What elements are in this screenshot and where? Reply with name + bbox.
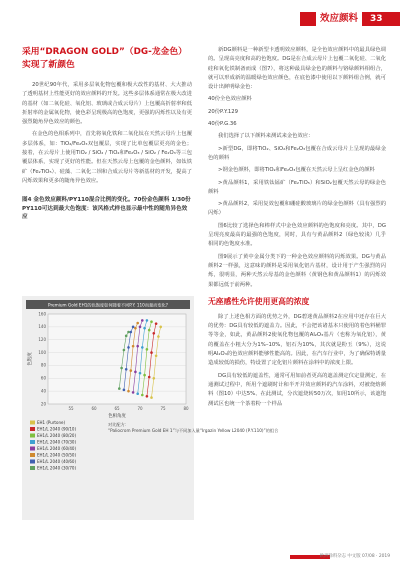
data-point xyxy=(143,327,146,330)
data-point xyxy=(146,319,149,322)
data-point xyxy=(143,374,146,377)
data-point xyxy=(150,320,153,323)
data-point xyxy=(130,331,133,334)
right-paragraph-1: 新DG颜料是一种新型卡透明效应颜料，是全色效应颜料中的最具绿色调的。呈现高亮度和高的色饱度。DG是在合成云母片上包覆二氧化硅、二氧化硅和氧化铁制备而成（图7），将这种最具绿金色的颜料与铬绿颜料相组合，就可以形成新的温暖绿色效应颜色，在底色漆中使用以下颜料组合例，就可设计出鲜明绿金色： xyxy=(208,47,386,91)
data-point xyxy=(153,377,156,380)
y-tick-label: 40 xyxy=(40,388,46,394)
legend-swatch xyxy=(30,434,35,438)
legend-swatch xyxy=(30,447,35,451)
data-point xyxy=(159,326,162,329)
bullet-item: >黄品颜料1，采用铁钛锰矿（Fe₂TiO₅）和SiO₂包覆天然云母的绿金色颜料 xyxy=(208,179,386,195)
left-paragraph-2: 在金色的色相系列中，首先将氧化铁和二氧化钛在天然云母片上包覆多层体系，如：TiO₂/Fe₂O₃双包覆层，实现了比单包覆层更亮的金色；接着，在云母片上使用TiO₂ / SiO₂ / TiO₂和Fe₂O₃ / SiO₂ / Fe₂O₃等三包覆层体系，实现了更好的性能。但在天然云母上包覆的金色颜料，如钛铁矿（Fe₂TiO₅）、硅藻、二氧化二钡和合成云母片等新基材的开发，提高了闪烁效果和更多的随角异色效应。 xyxy=(22,131,192,184)
x-tick-label: 55 xyxy=(68,406,74,411)
data-point xyxy=(132,326,135,329)
legend-label: EH1 (Purtone) xyxy=(37,420,66,425)
right-paragraph-2: 我们选择了以下颜料来测试来金色效应： xyxy=(218,133,314,140)
x-tick-label: 70 xyxy=(137,406,143,411)
chart-legend xyxy=(30,420,76,471)
plot-area xyxy=(26,311,189,419)
data-point xyxy=(146,348,149,351)
list-item: 20份P.Y.129 xyxy=(208,108,239,115)
data-point xyxy=(127,390,130,393)
legend-label: EH1/L 2040 (80/20) xyxy=(37,433,77,438)
legend-label: EH1/L 2040 (60/40) xyxy=(37,446,77,451)
data-point xyxy=(125,335,128,338)
bullet-item: >钢金色颜料，即将TiO₂和Fe₂O₃包覆在天然云母上呈红金色的颜料 xyxy=(218,167,375,174)
legend-swatch xyxy=(30,466,35,470)
right-paragraph-4: 图9展示了黄中金属分类下的一种金色效应颜料的闪烁效果。DG与黄品颜料2一样强，这意味的颜料是采用氧化铝片基材，设计用于产生强烈的闪烁，很明显，两种天然云母基的金色颜料（黄钢色和黄品颜料1）的闪烁效果都远低于前两种。 xyxy=(208,253,386,288)
y-tick-label: 160 xyxy=(38,311,46,317)
x-tick-label: 60 xyxy=(91,406,97,411)
y-tick-label: 20 xyxy=(40,401,46,407)
data-point xyxy=(148,376,151,379)
data-point xyxy=(148,329,151,332)
data-point xyxy=(123,349,126,352)
data-point xyxy=(125,368,128,371)
left-paragraph-1: 20世纪90年代，采用多层氧化物包覆和极大改性的基材、大大推动了透明基材上性能更好的效应颜料的开发。这些多层体系通常在极大改进的基材（如二氧化硅、氧化铝、玻璃或合成云母片）上包覆高折射率和低折射率的金属氧化物，使色彩呈现极高的色饱度，更强的闪烁性以及有更强烈随角异色效应的颜色。 xyxy=(22,82,192,126)
data-point xyxy=(134,327,137,330)
data-point xyxy=(127,346,130,349)
right-column xyxy=(208,46,386,412)
y-tick-label: 120 xyxy=(38,337,46,343)
article-title: 采用“DRAGON GOLD”（DG-龙金色）实现了新颜色 xyxy=(22,47,187,70)
annotation-line: 对比配方： xyxy=(108,422,129,427)
data-point xyxy=(155,354,158,357)
legend-label: EH1/L 2040 (40/60) xyxy=(37,459,77,464)
page-number: 33 xyxy=(370,14,383,24)
y-tick-label: 100 xyxy=(38,349,46,355)
legend-label: EH1/L 2040 (30/70) xyxy=(37,465,77,471)
figure-caption: 图4 金色效应颜料/PY110混合比例的变化。70份金色颜料 1/30份PY110可达到最大色饱度：该风格式样也显示最中性的随角异色效应 xyxy=(22,197,191,220)
data-point xyxy=(157,335,160,338)
legend-label: EH1/L 2040 (70/30) xyxy=(37,439,77,445)
legend-label: EH1/L 2040 (90/10) xyxy=(37,426,77,432)
data-point xyxy=(130,369,133,372)
y-tick-label: 60 xyxy=(40,375,46,381)
legend-swatch xyxy=(30,440,35,444)
legend-swatch xyxy=(30,427,35,431)
right-paragraph-6: DG具有较低的遮盖性，通常可用如前者更高的遮盖测定仪定量测定，在通测试过程中，所用个遮刷时计和半开并效应颜料的汽车涂料，对被烧熔颜料（图10）中达5%、在此测试，分次遮烧转50万次，如用10所示，该遮饱测试区也统一个茶着粉一个样品 xyxy=(208,372,386,407)
plot-frame xyxy=(48,314,186,404)
x-axis-label: 色相角度 xyxy=(108,414,126,419)
right-paragraph-5: 除了上述色相方面的优势之外，DG碧迷黄品颜料2在应用中还存在巨大的优势：DG具有较低的遮盖力。因此，不会把该诸基本只使用的着色料桶罪等等金，如此，黄品颜料2使氧化物包覆的Al₂O₃基片（也称为氧化铝），黄的覆盖在小粗大分为1%–10%，铝石为10%，其次就是粉玉（9%），这说明Al₂O₃的色效应颜料能够性能高的。因此，在汽车行业中，为了确保特诱量造成较低的损伤，特设置了定化铝片颜料在涂料中的浓度上限。 xyxy=(208,313,386,367)
section-title: 效应颜料 xyxy=(316,12,362,26)
left-column xyxy=(22,46,192,227)
x-tick-label: 80 xyxy=(183,406,189,411)
data-point xyxy=(127,331,130,334)
y-tick-label: 80 xyxy=(40,362,46,368)
legend-swatch xyxy=(30,421,35,425)
data-point xyxy=(132,345,135,348)
data-point xyxy=(141,319,144,322)
data-point xyxy=(136,392,139,395)
right-paragraph-3: 图6比较了选择色和棒样式中金色效应颜料的色饱度和亮度。其中，DG呈现亮度最高的最强的色饱度，同时，具有与黄品颜料2（绿色较浅）几乎相同的色饱度水准。 xyxy=(208,222,386,248)
data-point xyxy=(139,326,142,329)
data-point xyxy=(150,396,153,399)
annotation-line: “Paliocrom Premium Gold EH 1”与不同加入量“Irgazin Yellow L2040 (P.Y.110)”的组合 xyxy=(108,428,279,433)
legend-swatch xyxy=(30,460,35,464)
y-axis-label: 色饱度 xyxy=(28,352,33,366)
legend-swatch xyxy=(30,453,35,457)
footer-text: 欧洲涂料杂志 中文版 07/08 · 2019 xyxy=(319,554,390,559)
data-point xyxy=(141,346,144,349)
list-item: 40份P.G.36 xyxy=(208,121,237,128)
y-tick-label: 140 xyxy=(38,324,46,330)
data-point xyxy=(139,372,142,375)
data-point xyxy=(141,394,144,397)
subheading: 无座感性允许使用更高的浓度 xyxy=(208,296,310,306)
data-point xyxy=(132,391,135,394)
x-tick-label: 65 xyxy=(114,406,120,411)
data-point xyxy=(153,332,156,335)
chart-title: Premium Gold EH1的色饱度如何随着不同P.Y. 110而量而变化? xyxy=(48,302,168,308)
data-point xyxy=(146,395,149,398)
data-point xyxy=(136,322,139,325)
bullet-item: >黄品颜料2，采用复效包覆和硼硅酸玻璃片的绿金色颜料（具有强烈的闪烁） xyxy=(208,201,386,217)
list-item: 40份全色效应颜料 xyxy=(208,96,252,103)
data-point xyxy=(155,322,158,325)
data-point xyxy=(123,389,126,392)
legend-label: EH1/L 2040 (50/50) xyxy=(37,452,77,458)
data-point xyxy=(120,367,123,370)
data-point xyxy=(134,371,137,374)
bullet-item: >新型DG，即将TiO₂、SiO₂和Fe₂O₃包覆在合成云母片上呈现的最绿金色的颜料 xyxy=(208,145,386,161)
data-point xyxy=(136,345,139,348)
data-point xyxy=(150,351,153,354)
data-point xyxy=(118,387,121,390)
x-tick-label: 75 xyxy=(160,406,166,411)
